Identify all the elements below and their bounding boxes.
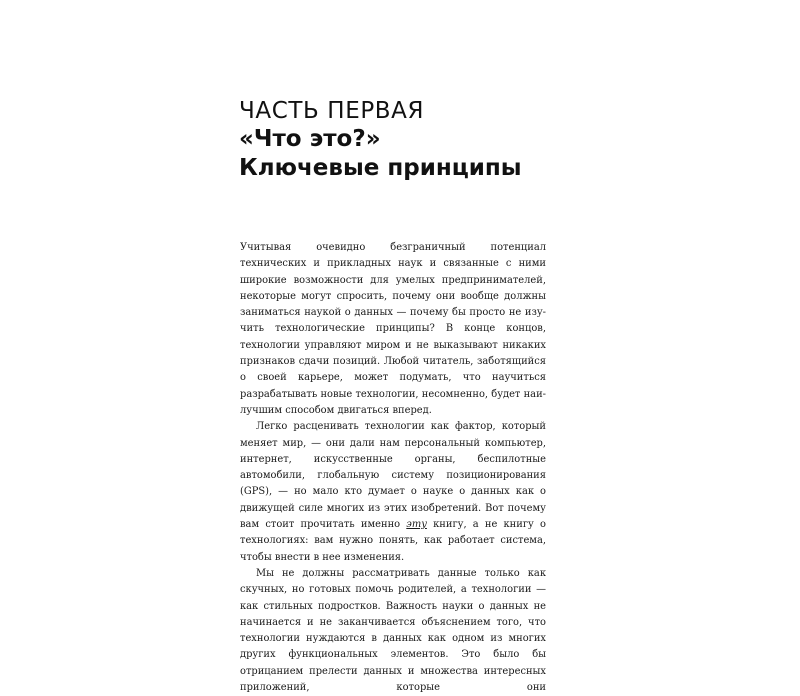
part-title-line-1: «Что это?» — [239, 126, 381, 152]
part-label: ЧАСТЬ ПЕРВАЯ — [239, 98, 425, 124]
paragraph-1: Учитывая очевидно безграничный потенциал технических и прикладных наук и связанные с ними широкие возможности для умелых предпринимателей, некоторые могут спросить, почему они вообще должны заниматься наукой о данных — почему бы просто не изучить технологические принципы? В конце концов, технологии управляют миром и не выказывают никаких признаков сдачи позиций. Любой читатель, заботящийся о своей карьере, может подумать, что научиться разрабатывать новые технологии, несомненно, будет наилучшим способом двигаться вперед. — [240, 242, 546, 416]
part-title-line-2: Ключевые принципы — [239, 155, 522, 181]
part-heading — [239, 97, 569, 183]
paragraph-2 — [240, 419, 546, 566]
body-text — [240, 240, 546, 696]
paragraph-2-text-start: Легко расценивать технологии как фактор, который меняет мир, — они дали нам персональный компьютер, интернет, искусственные органы, беспилотные автомобили, глобальную систему позиционирования (GPS), — но мало кто думает о науке о данных как о движущей силе многих из этих изобретений. Вот почему вам стоит прочитать именно — [240, 421, 546, 531]
emphasized-word: эту — [406, 519, 427, 531]
paragraph-2-text-end: книгу, а не книгу о технологиях: вам нужно понять, как работает система, чтобы внести в нее изменения. — [240, 519, 546, 563]
paragraph-3: Мы не должны рассматривать данные только как скучных, но готовых помочь родителей, а технологии — как стильных подростков. Важность науки о данных не начинается и не заканчивается объяснением того, что технологии нуждаются в данных как одном из многих других функциональных элементов. Это было бы отрицанием прелести данных и множества интересных приложений, которые они — [240, 567, 546, 694]
